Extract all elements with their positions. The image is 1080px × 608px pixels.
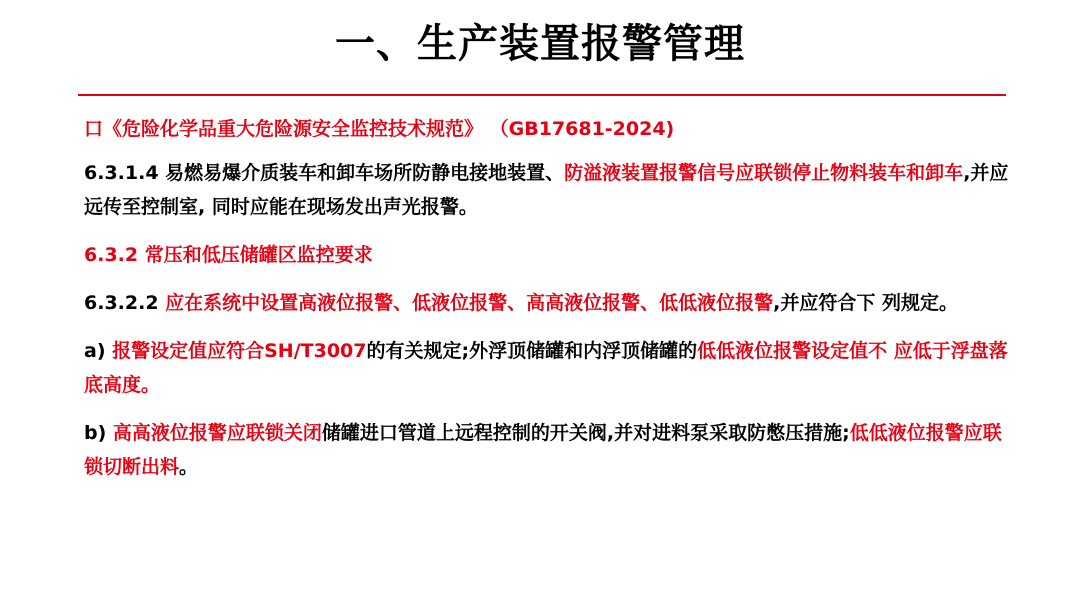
standard-reference: 口《危险化学品重大危险源安全监控技术规范》 （GB17681-2024) xyxy=(84,118,675,140)
item-highlight-2: 低低液位报警应联锁切断出料 xyxy=(84,422,1002,478)
item-label: a) xyxy=(84,340,113,362)
clause-highlight: 应在系统中设置高液位报警、低液位报警、高高液位报警、低低液位报警 xyxy=(165,292,774,314)
item-text-end: 。 xyxy=(179,456,199,478)
item-label: b) xyxy=(84,422,113,444)
item-a xyxy=(84,334,1014,402)
clause-text-tail: ,并应远传至控制室, 同时应能在现场发出声光报警。 xyxy=(84,162,1009,218)
item-text: 的有关规定;外浮顶储罐和内浮顶储罐的 xyxy=(366,340,698,362)
item-highlight-2: 低低液位报警设定值不 应低于浮盘落底高度。 xyxy=(84,340,1008,396)
item-highlight: 高高液位报警应联锁关闭 xyxy=(112,422,322,444)
page-title: 一、生产装置报警管理 xyxy=(335,21,745,67)
item-b xyxy=(84,416,1014,484)
clause-highlight: 防溢液装置报警信号应联锁停止物料装车和卸车 xyxy=(564,162,964,184)
clause-6-3-1-4 xyxy=(84,156,1014,224)
clause-number: 6.3.1.4 xyxy=(84,162,166,184)
item-highlight: 报警设定值应符合SH/T3007 xyxy=(112,340,367,362)
clause-6-3-2-2 xyxy=(84,286,1014,320)
clause-text-tail: ,并应符合下 列规定。 xyxy=(773,292,959,314)
slide-content xyxy=(84,112,1014,498)
title-divider xyxy=(78,94,1006,96)
clause-text: 易燃易爆介质装车和卸车场所防静电接地装置、 xyxy=(165,162,565,184)
clause-number: 6.3.2.2 xyxy=(84,292,166,314)
item-text: 储罐进口管道上远程控制的开关阀,并对进料泵采取防憋压措施; xyxy=(321,422,850,444)
section-heading-6-3-2: 6.3.2 常压和低压储罐区监控要求 xyxy=(84,244,373,266)
